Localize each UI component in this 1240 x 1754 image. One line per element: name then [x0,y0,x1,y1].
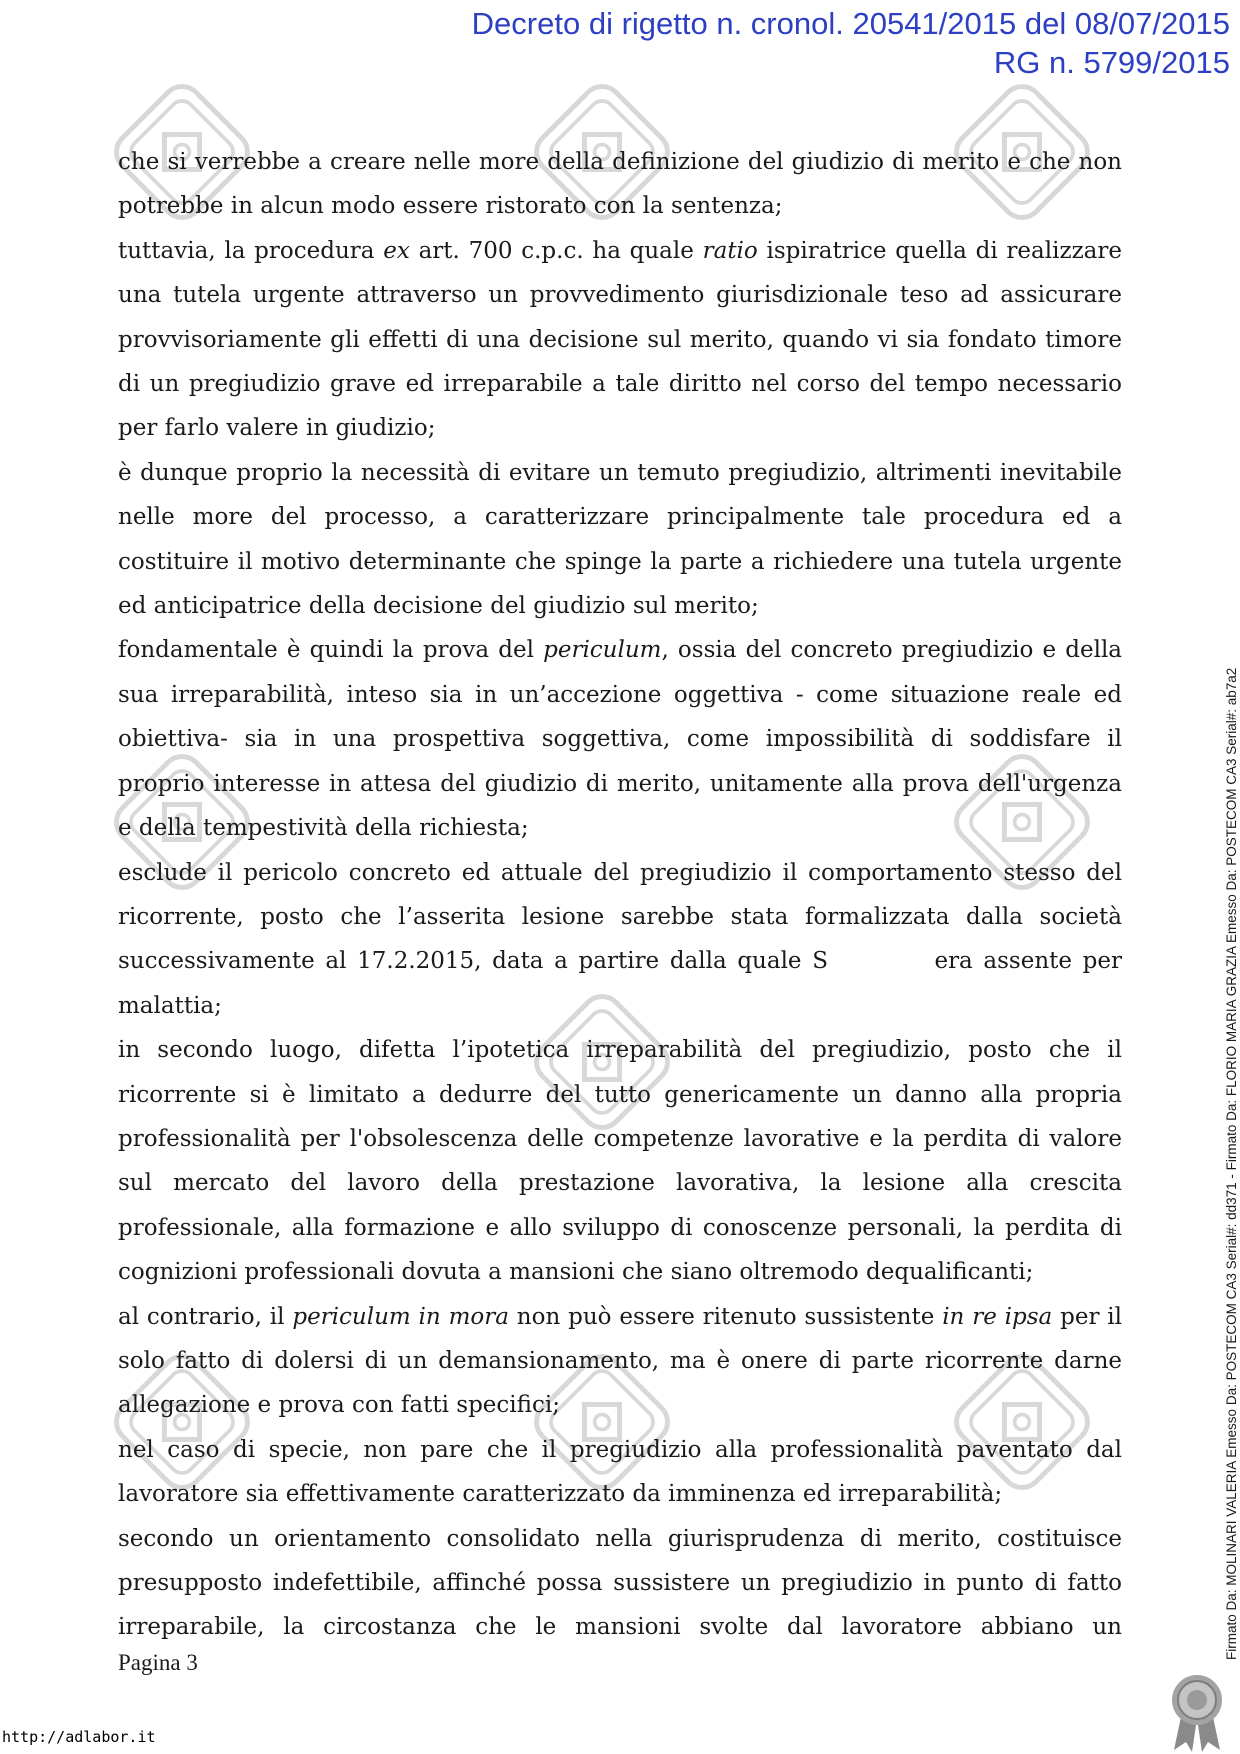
page-number: Pagina 3 [118,1650,198,1675]
document-header [472,4,1230,82]
italic-term: ratio [702,237,758,264]
paragraph-text: secondo un orientamento consolidato nella giurisprudenza di merito, costituisce presupposto indefettibile, affinché possa sussistere un pregiudizio in punto di fatto irreparabile, la circostanza che le mansioni svolte dal lavoratore abbiano un [118,1525,1122,1641]
paragraph-text: al contrario, il [118,1303,293,1330]
paragraph-text: tuttavia, la procedura [118,237,384,264]
italic-term: periculum [543,637,662,664]
document-body [118,140,1122,1650]
digital-signature-strip: Firmato Da: MOLINARI VALERIA Emesso Da: POSTECOM CA3 Serial#: dd371 - Firmato Da: FLORIO MARIA GRAZIA Emesso Da: POSTECOM CA3 Serial#: ab7a2 [1224,667,1239,1660]
footer-url: http://adlabor.it [2,1728,156,1746]
body-paragraph [118,451,1122,629]
paragraph-text: , ossia del concreto pregiudizio e della sua irreparabilità, inteso sia in un’accezione oggettiva - come situazione reale ed obiettiva- sia in una prospettiva soggettiva, come impossibilità di soddisfare il proprio interesse in attesa del giudizio di merito, unitamente alla prova dell'urgenza e della tempestività della richiesta; [118,637,1123,842]
body-paragraph [118,628,1122,850]
body-paragraph [118,1295,1122,1428]
body-paragraph [118,851,1122,1029]
body-paragraph [118,1428,1122,1517]
decree-reference: Decreto di rigetto n. cronol. 20541/2015 del 08/07/2015 [471,6,1230,41]
paragraph-text: art. 700 c.p.c. ha quale [409,237,703,264]
body-paragraph [118,229,1122,451]
paragraph-text: non può essere ritenuto sussistente [508,1303,943,1330]
paragraph-text: in secondo luogo, difetta l’ipotetica irreparabilità del pregiudizio, posto che il ricorrente si è limitato a dedurre del tutto genericamente un danno alla propria professionalità per l'obsolescenza delle competenze lavorative e la perdita di valore sul mercato del lavoro della prestazione lavorativa, la lesione alla crescita professionale, alla formazione e allo sviluppo di conoscenze personali, la perdita di cognizioni professionali dovuta a mansioni che siano oltremodo dequalificanti; [118,1037,1122,1286]
body-paragraph [118,140,1122,229]
paragraph-text: è dunque proprio la necessità di evitare un temuto pregiudizio, altrimenti inevitabile nelle more del processo, a caratterizzare principalmente tale procedura ed a costituire il motivo determinante che spinge la parte a richiedere una tutela urgente ed anticipatrice della decisione del giudizio sul merito; [118,459,1122,620]
italic-term: in re ipsa [942,1303,1053,1330]
italic-term: periculum in mora [292,1303,509,1330]
paragraph-text: fondamentale è quindi la prova del [118,637,544,664]
paragraph-text: ispiratrice quella di realizzare una tutela urgente attraverso un provvedimento giurisdizionale teso ad assicurare provvisoriamente gli effetti di una decisione sul merito, quando vi sia fondato timore di un pregiudizio grave ed irreparabile a tale diritto nel corso del tempo necessario per farlo valere in giudizio; [118,237,1123,442]
paragraph-text: che si verrebbe a creare nelle more della definizione del giudizio di merito e che non potrebbe in alcun modo essere ristorato con la sentenza; [118,149,1122,220]
paragraph-text: esclude il pericolo concreto ed attuale del pregiudizio il comportamento stesso del ricorrente, posto che l’asserita lesione sarebbe stata formalizzata dalla società successivamente al 17.2.2015, data a partire dalla quale S era assente per malattia; [118,859,1122,1019]
paragraph-text: per il solo fatto di dolersi di un demansionamento, ma è onere di parte ricorrente darne allegazione e prova con fatti specifici; [118,1303,1123,1419]
case-number: RG n. 5799/2015 [993,45,1230,80]
paragraph-text: nel caso di specie, non pare che il pregiudizio alla professionalità paventato dal lavoratore sia effettivamente caratterizzato da imminenza ed irreparabilità; [118,1436,1122,1508]
body-paragraph [118,1517,1122,1650]
award-seal-icon [1168,1672,1226,1752]
italic-term: ex [383,237,410,264]
body-paragraph [118,1028,1122,1294]
